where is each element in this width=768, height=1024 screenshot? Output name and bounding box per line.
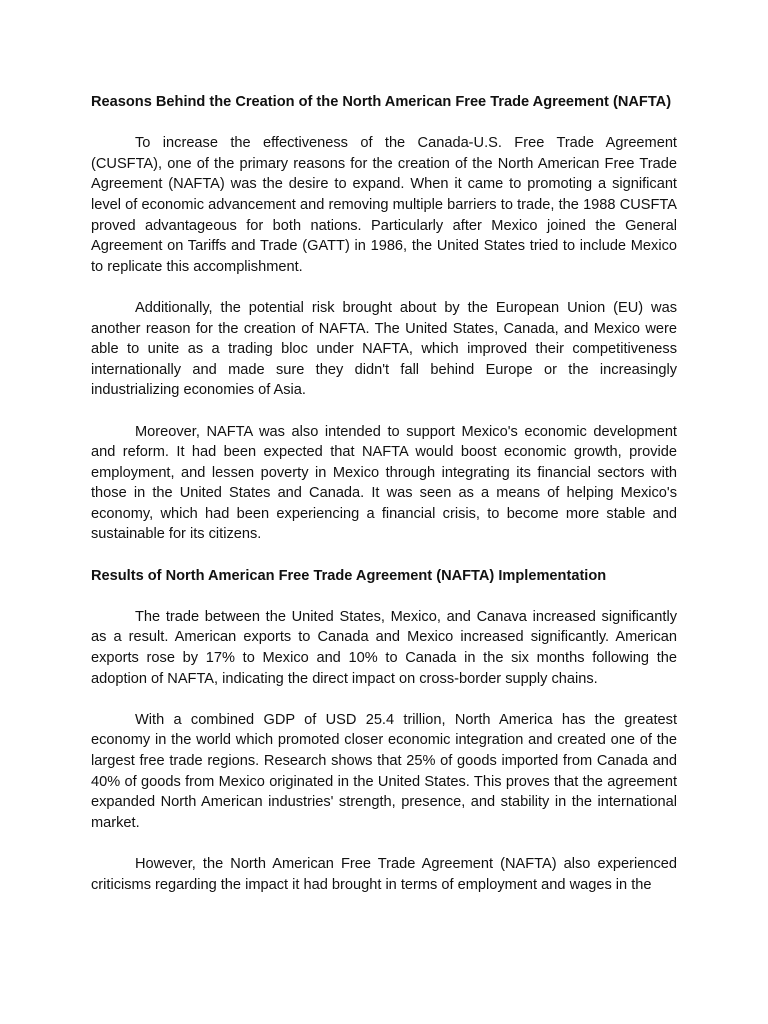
paragraph-trade-increase: The trade between the United States, Mexico, and Canava increased significantly as a result. American exports to Canada and Mexico increased significantly. American exports rose by 17% to Mexico and 10% to Canada in the six months following the adoption of NAFTA, indicating the direct impact on cross-border supply chains.	[91, 608, 677, 687]
paragraph-criticisms: However, the North American Free Trade Agreement (NAFTA) also experienced criticisms regarding the impact it had brought in terms of employment and wages in the	[91, 855, 677, 893]
document-body	[91, 92, 677, 895]
paragraph-mexico-development: Moreover, NAFTA was also intended to support Mexico's economic development and reform. It had been expected that NAFTA would boost economic growth, provide employment, and lessen poverty in Mexico through integrating its financial sectors with those in the United States and Canada. It was seen as a means of helping Mexico's economy, which had been experiencing a financial crisis, to become more stable and sustainable for its citizens.	[91, 423, 677, 543]
paragraph-combined-gdp: With a combined GDP of USD 25.4 trillion, North America has the greatest economy in the world which promoted closer economic integration and created one of the largest free trade regions. Research shows that 25% of goods imported from Canada and 40% of goods from Mexico originated in the United States. This proves that the agreement expanded North American industries' strength, presence, and stability in the international market.	[91, 711, 677, 831]
paragraph-eu-risk: Additionally, the potential risk brought about by the European Union (EU) was another reason for the creation of NAFTA. The United States, Canada, and Mexico were able to unite as a trading bloc under NAFTA, which improved their competitiveness internationally and made sure they didn't fall behind Europe or the increasingly industrializing economies of Asia.	[91, 299, 677, 399]
section-heading-results: Results of North American Free Trade Agreement (NAFTA) Implementation	[91, 567, 607, 584]
section-heading-reasons: Reasons Behind the Creation of the North American Free Trade Agreement (NAFTA)	[91, 94, 672, 110]
paragraph-cusfta-expansion: To increase the effectiveness of the Canada-U.S. Free Trade Agreement (CUSFTA), one of the primary reasons for the creation of the North American Free Trade Agreement (NAFTA) was the desire to expand. When it came to promoting a significant level of economic advancement and removing multiple barriers to trade, the 1988 CUSFTA proved advantageous for both nations. Particularly after Mexico joined the General Agreement on Tariffs and Trade (GATT) in 1986, the United States tried to include Mexico to replicate this accomplishment.	[91, 135, 677, 275]
